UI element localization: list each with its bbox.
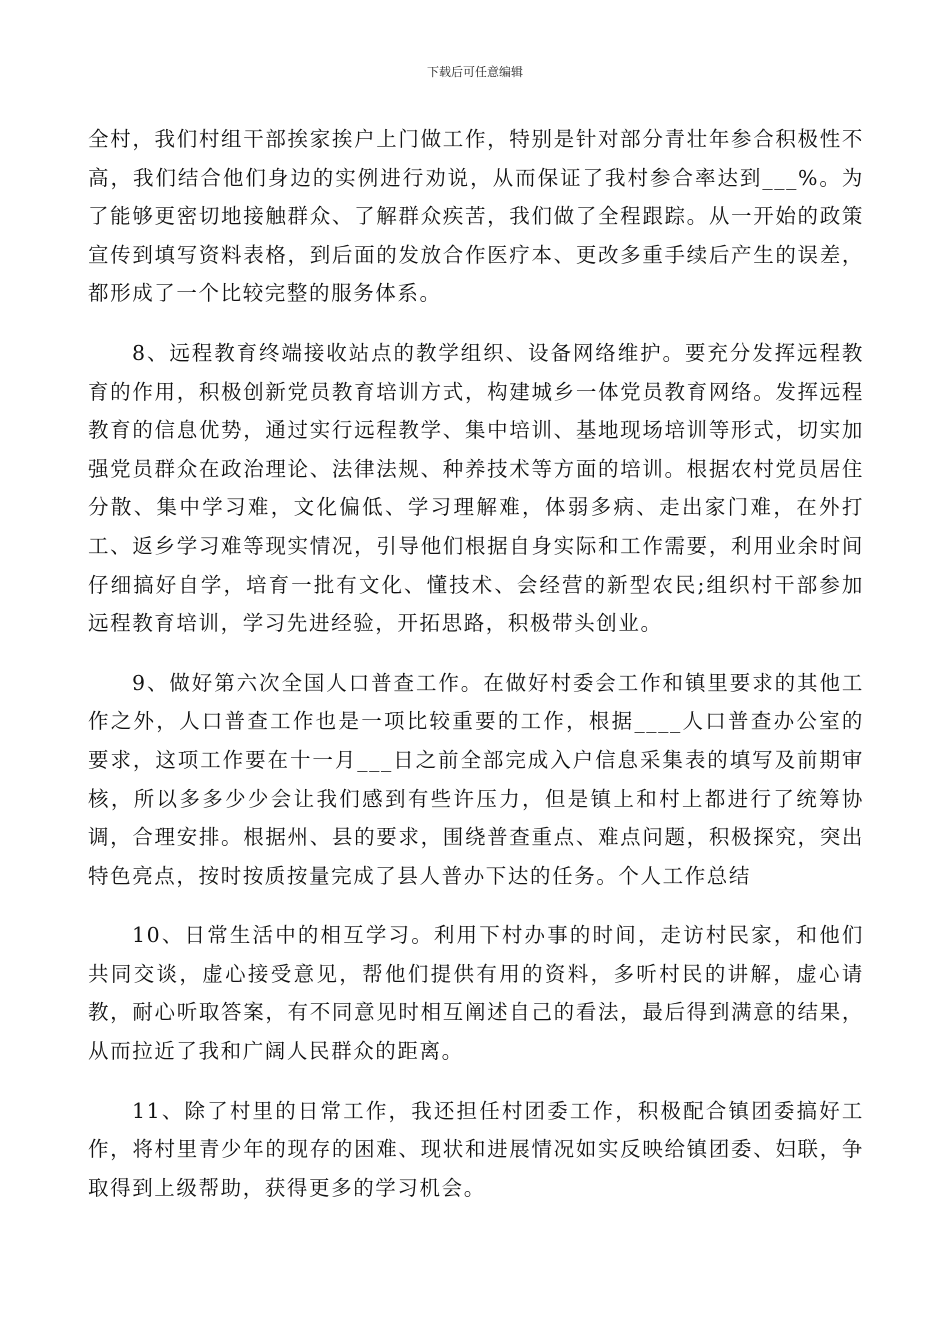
paragraph-continuation: 全村，我们村组干部挨家挨户上门做工作，特别是针对部分青壮年参合积极性不高，我们结合他们身边的实例进行劝说，从而保证了我村参合率达到___%。为了能够更密切地接触群众、了解群众疾苦，我们做了全程跟踪。从一开始的政策宣传到填写资料表格，到后面的发放合作医疗本、更改多重手续后产生的误差，都形成了一个比较完整的服务体系。 [88,127,864,306]
paragraph-item-9: 9、做好第六次全国人口普查工作。在做好村委会工作和镇里要求的其他工作之外，人口普查工作也是一项比较重要的工作，根据____人口普查办公室的要求，这项工作要在十一月___日之前全部完成入户信息采集表的填写及前期审核，所以多多少少会让我们感到有些许压力，但是镇上和村上都进行了统筹协调，合理安排。根据州、县的要求，围绕普查重点、难点问题，积极探究，突出特色亮点，按时按质按量完成了县人普办下达的任务。个人工作总结 [88,670,864,888]
paragraph-item-11: 11、除了村里的日常工作，我还担任村团委工作，积极配合镇团委搞好工作，将村里青少年的现存的困难、现状和进展情况如实反映给镇团委、妇联，争取得到上级帮助，获得更多的学习机会。 [88,1098,864,1200]
paragraph-item-10: 10、日常生活中的相互学习。利用下村办事的时间，走访村民家，和他们共同交谈，虚心接受意见，帮他们提供有用的资料，多听村民的讲解，虚心请教，耐心听取答案，有不同意见时相互阐述自己的看法，最后得到满意的结果，从而拉近了我和广阔人民群众的距离。 [88,923,864,1064]
document-body [88,120,864,1207]
paragraph-item-8: 8、远程教育终端接收站点的教学组织、设备网络维护。要充分发挥远程教育的作用，积极创新党员教育培训方式，构建城乡一体党员教育网络。发挥远程教育的信息优势，通过实行远程教学、集中培训、基地现场培训等形式，切实加强党员群众在政治理论、法律法规、种养技术等方面的培训。根据农村党员居住分散、集中学习难，文化偏低、学习理解难，体弱多病、走出家门难，在外打工、返乡学习难等现实情况，引导他们根据自身实际和工作需要，利用业余时间仔细搞好自学，培育一批有文化、懂技术、会经营的新型农民;组织村干部参加远程教育培训，学习先进经验，开拓思路，积极带头创业。 [88,340,864,636]
header-note: 下载后可任意编辑 [426,65,523,79]
